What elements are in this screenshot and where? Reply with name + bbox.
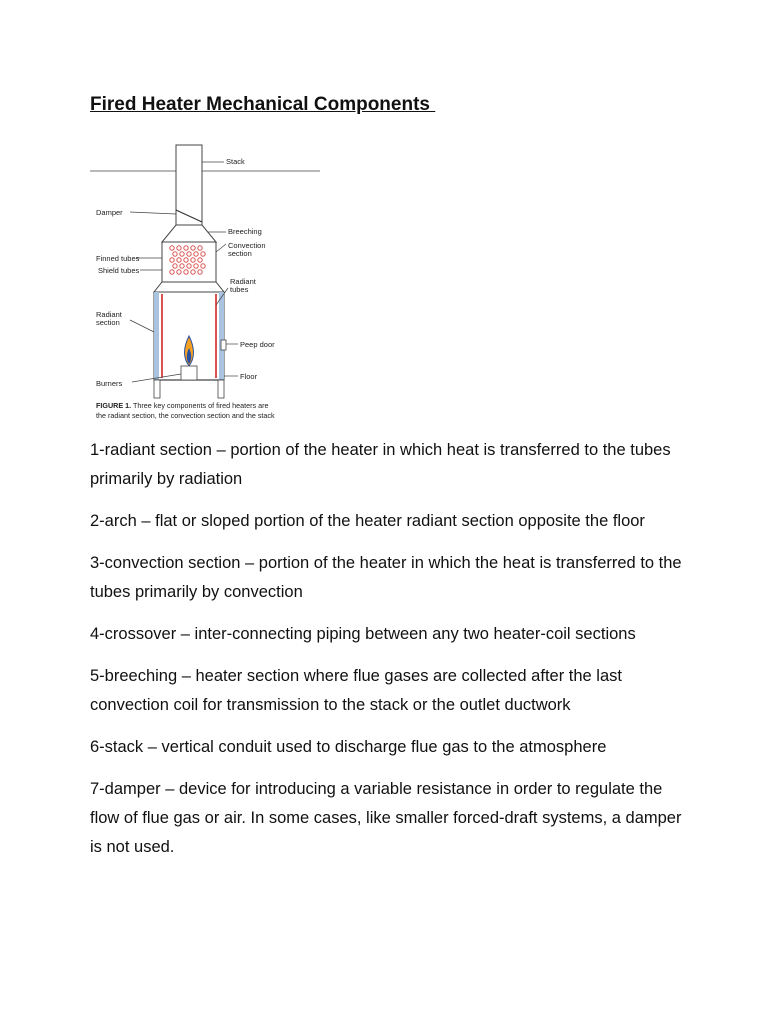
convection-tube	[170, 246, 174, 250]
convection-tube	[173, 252, 177, 256]
convection-tube	[177, 270, 181, 274]
definition-damper: 7-damper – device for introducing a variable resistance in order to regulate the flow of flue gas or air. In some cases, like smaller forced-draft systems, a damper is not used.	[90, 780, 682, 856]
label-damper: Damper	[96, 208, 123, 217]
label-floor: Floor	[240, 372, 258, 381]
label-shield-tubes: Shield tubes	[98, 266, 140, 275]
convection-tube	[194, 252, 198, 256]
definition-arch: 2-arch – flat or sloped portion of the heater radiant section opposite the floor	[90, 512, 645, 530]
label-radiant-tubes-2: tubes	[230, 285, 249, 294]
label-radiant-tubes: Radiant	[230, 277, 256, 286]
definition-stack: 6-stack – vertical conduit used to discharge flue gas to the atmosphere	[90, 738, 607, 756]
support-leg-left	[154, 380, 160, 398]
breeching-shape	[162, 225, 216, 242]
label-radiant-section-2: section	[96, 318, 120, 327]
label-convection-section: Convection	[228, 241, 266, 250]
convection-tube	[201, 252, 205, 256]
page-title: Fired Heater Mechanical Components	[90, 94, 436, 115]
radiant-section-leader-line	[130, 320, 154, 332]
definition-convection-section: 3-convection section – portion of the heater in which the heat is transferred to the tubes primarily by convection	[90, 554, 682, 601]
refractory-lining-right	[219, 292, 224, 380]
convection-tube	[187, 252, 191, 256]
convection-tube	[170, 270, 174, 274]
convection-tube	[173, 264, 177, 268]
convection-tube	[184, 270, 188, 274]
support-leg-right	[218, 380, 224, 398]
definition-crossover: 4-crossover – inter-connecting piping between any two heater-coil sections	[90, 625, 636, 643]
definition-list	[90, 436, 690, 875]
convection-tube	[187, 264, 191, 268]
convection-tube	[177, 258, 181, 262]
convection-tube	[191, 270, 195, 274]
convection-tube	[194, 264, 198, 268]
figure-caption-rest: Three key components of fired heaters are	[131, 401, 269, 410]
convection-tube	[184, 258, 188, 262]
definition-radiant-section: 1-radiant section – portion of the heater in which heat is transferred to the tubes primarily by radiation	[90, 441, 671, 488]
convection-tube	[198, 258, 202, 262]
label-finned-tubes: Finned tubes	[96, 254, 140, 263]
convection-tube	[184, 246, 188, 250]
convection-tube	[170, 258, 174, 262]
convection-tube	[191, 258, 195, 262]
burner-box	[181, 366, 197, 380]
convection-tube	[201, 264, 205, 268]
fired-heater-figure	[90, 140, 320, 425]
fired-heater-diagram	[90, 140, 320, 425]
convection-tube	[198, 270, 202, 274]
definition-breeching: 5-breeching – heater section where flue gases are collected after the last convection coil for transmission to the stack or the outlet ductwork	[90, 667, 622, 714]
convection-tube	[198, 246, 202, 250]
figure-caption-line-2: the radiant section, the convection section and the stack	[96, 411, 275, 420]
damper-leader-line	[130, 212, 176, 214]
label-stack: Stack	[226, 157, 245, 166]
convection-leader-line	[216, 244, 226, 252]
figure-caption-label: FIGURE 1.	[96, 401, 132, 410]
convection-tube	[177, 246, 181, 250]
label-breeching: Breeching	[228, 227, 262, 236]
label-radiant-section: Radiant	[96, 310, 122, 319]
convection-tube	[180, 252, 184, 256]
peep-door-shape	[221, 340, 226, 350]
refractory-lining-left	[154, 292, 159, 380]
stack-shape	[176, 145, 202, 225]
figure-caption-line-1	[96, 401, 268, 410]
arch-shape	[154, 282, 224, 292]
convection-tube	[180, 264, 184, 268]
label-burners: Burners	[96, 379, 123, 388]
label-peep-door: Peep door	[240, 340, 275, 349]
label-convection-section-2: section	[228, 249, 252, 258]
convection-tube	[191, 246, 195, 250]
